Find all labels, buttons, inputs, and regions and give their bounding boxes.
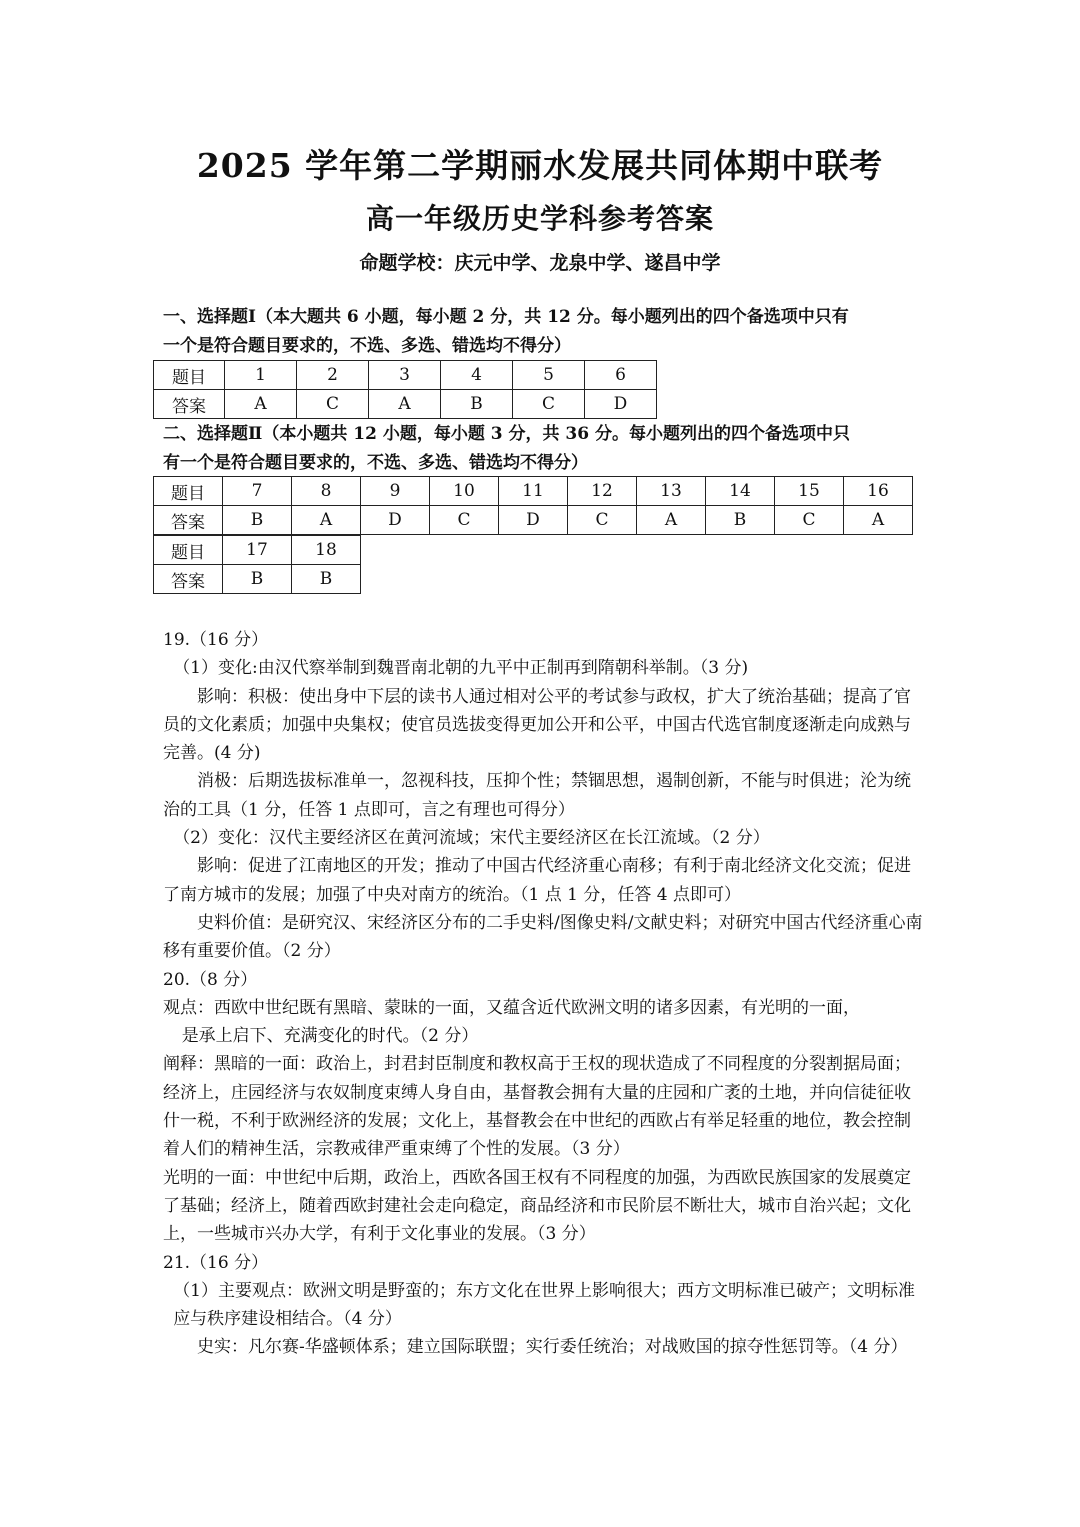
author-schools: 命题学校：庆元中学、龙泉中学、遂昌中学 — [359, 252, 721, 274]
table-row — [154, 536, 361, 565]
section2-heading-line1: 二、选择题Ⅱ（本小题共 12 小题，每小题 3 分，共 36 分。每小题列出的四个备选项中只 — [163, 424, 850, 444]
section1-heading-line2: 一个是符合题目要求的，不选、多选、错选均不得分） — [163, 336, 571, 356]
answer-cell: B — [292, 565, 361, 594]
table-row — [154, 361, 657, 390]
row-label-question: 题目 — [154, 361, 225, 390]
q21-part1-facts: 史实：凡尔赛-华盛顿体系；建立国际联盟；实行委任统治；对战败国的掠夺性惩罚等。（4 分） — [197, 1337, 908, 1358]
section1-heading-line1: 一、选择题Ⅰ（本大题共 6 小题，每小题 2 分，共 12 分。每小题列出的四个备选项中只有 — [163, 307, 849, 327]
question-number: 3 — [369, 361, 441, 390]
answer-cell: C — [297, 390, 369, 419]
table-row — [154, 565, 361, 594]
q20-viewpoint-line2: 是承上启下、充满变化的时代。（2 分） — [181, 1026, 479, 1047]
answer-cell: A — [844, 506, 913, 535]
table-row — [154, 477, 913, 506]
answer-cell: B — [223, 565, 292, 594]
q19-heading: 19.（16 分） — [163, 630, 269, 650]
answer-body — [163, 626, 923, 1362]
q20-dark-side: 阐释：黑暗的一面：政治上，封君封臣制度和教权高于王权的现状造成了不同程度的分裂割据局面；经济上，庄园经济与农奴制度束缚人身自由，基督教会拥有大量的庄园和广袤的土地，并向信徒征收什一税，不利于欧洲经济的发展；文化上，基督教会在中世纪的西欧占有举足轻重的地位，教会控制着人们的精神生活，宗教戒律严重束缚了个性的发展。（3 分） — [163, 1054, 911, 1160]
question-number: 7 — [223, 477, 292, 506]
answer-cell: A — [225, 390, 297, 419]
question-number: 4 — [441, 361, 513, 390]
q19-part2-change: （2）变化：汉代主要经济区在黄河流域；宋代主要经济区在长江流域。（2 分） — [173, 828, 770, 849]
question-number: 2 — [297, 361, 369, 390]
answer-cell: D — [499, 506, 568, 535]
answer-cell: A — [292, 506, 361, 535]
question-number: 1 — [225, 361, 297, 390]
row-label-question: 题目 — [154, 477, 223, 506]
q20-heading: 20.（8 分） — [163, 969, 258, 990]
q19-part2-impact: 影响：促进了江南地区的开发；推动了中国古代经济重心南移；有利于南北经济文化交流；促进了南方城市的发展；加强了中央对南方的统治。（1 点 1 分，任答 4 点即可） — [163, 856, 911, 905]
answer-cell: C — [568, 506, 637, 535]
answer-cell: B — [706, 506, 775, 535]
answer-cell: C — [430, 506, 499, 535]
question-number: 12 — [568, 477, 637, 506]
question-number: 15 — [775, 477, 844, 506]
answer-cell: C — [775, 506, 844, 535]
q19-part1-impact: 影响：积极：使出身中下层的读书人通过相对公平的考试参与政权，扩大了统治基础；提高了官员的文化素质；加强中央集权；使官员选拔变得更加公开和公平，中国古代选官制度逐渐走向成熟与完善。(4 分) — [163, 686, 911, 764]
answer-cell: A — [369, 390, 441, 419]
q20-viewpoint-line1: 观点：西欧中世纪既有黑暗、蒙昧的一面，又蕴含近代欧洲文明的诸多因素，有光明的一面， — [163, 997, 860, 1018]
section2-answer-table — [153, 476, 913, 535]
answer-cell: D — [361, 506, 430, 535]
question-number: 5 — [513, 361, 585, 390]
question-number: 17 — [223, 536, 292, 565]
row-label-answer: 答案 — [154, 565, 223, 594]
q20-bright-side: 光明的一面：中世纪中后期，政治上，西欧各国王权有不同程度的加强，为西欧民族国家的发展奠定了基础；经济上，随着西欧封建社会走向稳定，商品经济和市民阶层不断壮大，城市自治兴起；文化上，一些城市兴办大学，有利于文化事业的发展。（3 分） — [163, 1167, 911, 1245]
section2-heading — [163, 420, 933, 478]
question-number: 10 — [430, 477, 499, 506]
section2-answer-table-cont — [153, 535, 361, 594]
table-row — [154, 506, 913, 535]
section1-answer-table — [153, 360, 657, 419]
row-label-answer: 答案 — [154, 390, 225, 419]
question-number: 13 — [637, 477, 706, 506]
answer-cell: D — [585, 390, 657, 419]
answer-cell: C — [513, 390, 585, 419]
question-number: 18 — [292, 536, 361, 565]
question-number: 9 — [361, 477, 430, 506]
q19-part1-negative: 消极：后期选拔标准单一，忽视科技，压抑个性；禁锢思想，遏制创新，不能与时俱进；沦为统治的工具（1 分，任答 1 点即可，言之有理也可得分） — [163, 771, 911, 820]
question-number: 14 — [706, 477, 775, 506]
row-label-question: 题目 — [154, 536, 223, 565]
table-row — [154, 390, 657, 419]
row-label-answer: 答案 — [154, 506, 223, 535]
answer-cell: B — [223, 506, 292, 535]
answer-cell: A — [637, 506, 706, 535]
answer-cell: B — [441, 390, 513, 419]
question-number: 11 — [499, 477, 568, 506]
question-number: 8 — [292, 477, 361, 506]
q21-heading: 21.（16 分） — [163, 1252, 269, 1273]
page-title: 2025 学年第二学期丽水发展共同体期中联考 — [196, 146, 884, 185]
q21-part1-views: （1）主要观点：欧洲文明是野蛮的；东方文化在世界上影响很大；西方文明标准已破产；文明标准应与秩序建设相结合。（4 分） — [173, 1280, 916, 1330]
q19-part2-value: 史料价值：是研究汉、宋经济区分布的二手史料/图像史料/文献史料；对研究中国古代经济重心南移有重要价值。（2 分） — [163, 912, 923, 962]
page-subtitle: 高一年级历史学科参考答案 — [365, 202, 714, 235]
section2-heading-line2: 有一个是符合题目要求的，不选、多选、错选均不得分） — [163, 453, 588, 473]
q19-part1-change: （1）变化:由汉代察举制到魏晋南北朝的九平中正制再到隋朝科举制。（3 分) — [173, 658, 749, 679]
question-number: 16 — [844, 477, 913, 506]
question-number: 6 — [585, 361, 657, 390]
section1-heading — [163, 303, 933, 361]
